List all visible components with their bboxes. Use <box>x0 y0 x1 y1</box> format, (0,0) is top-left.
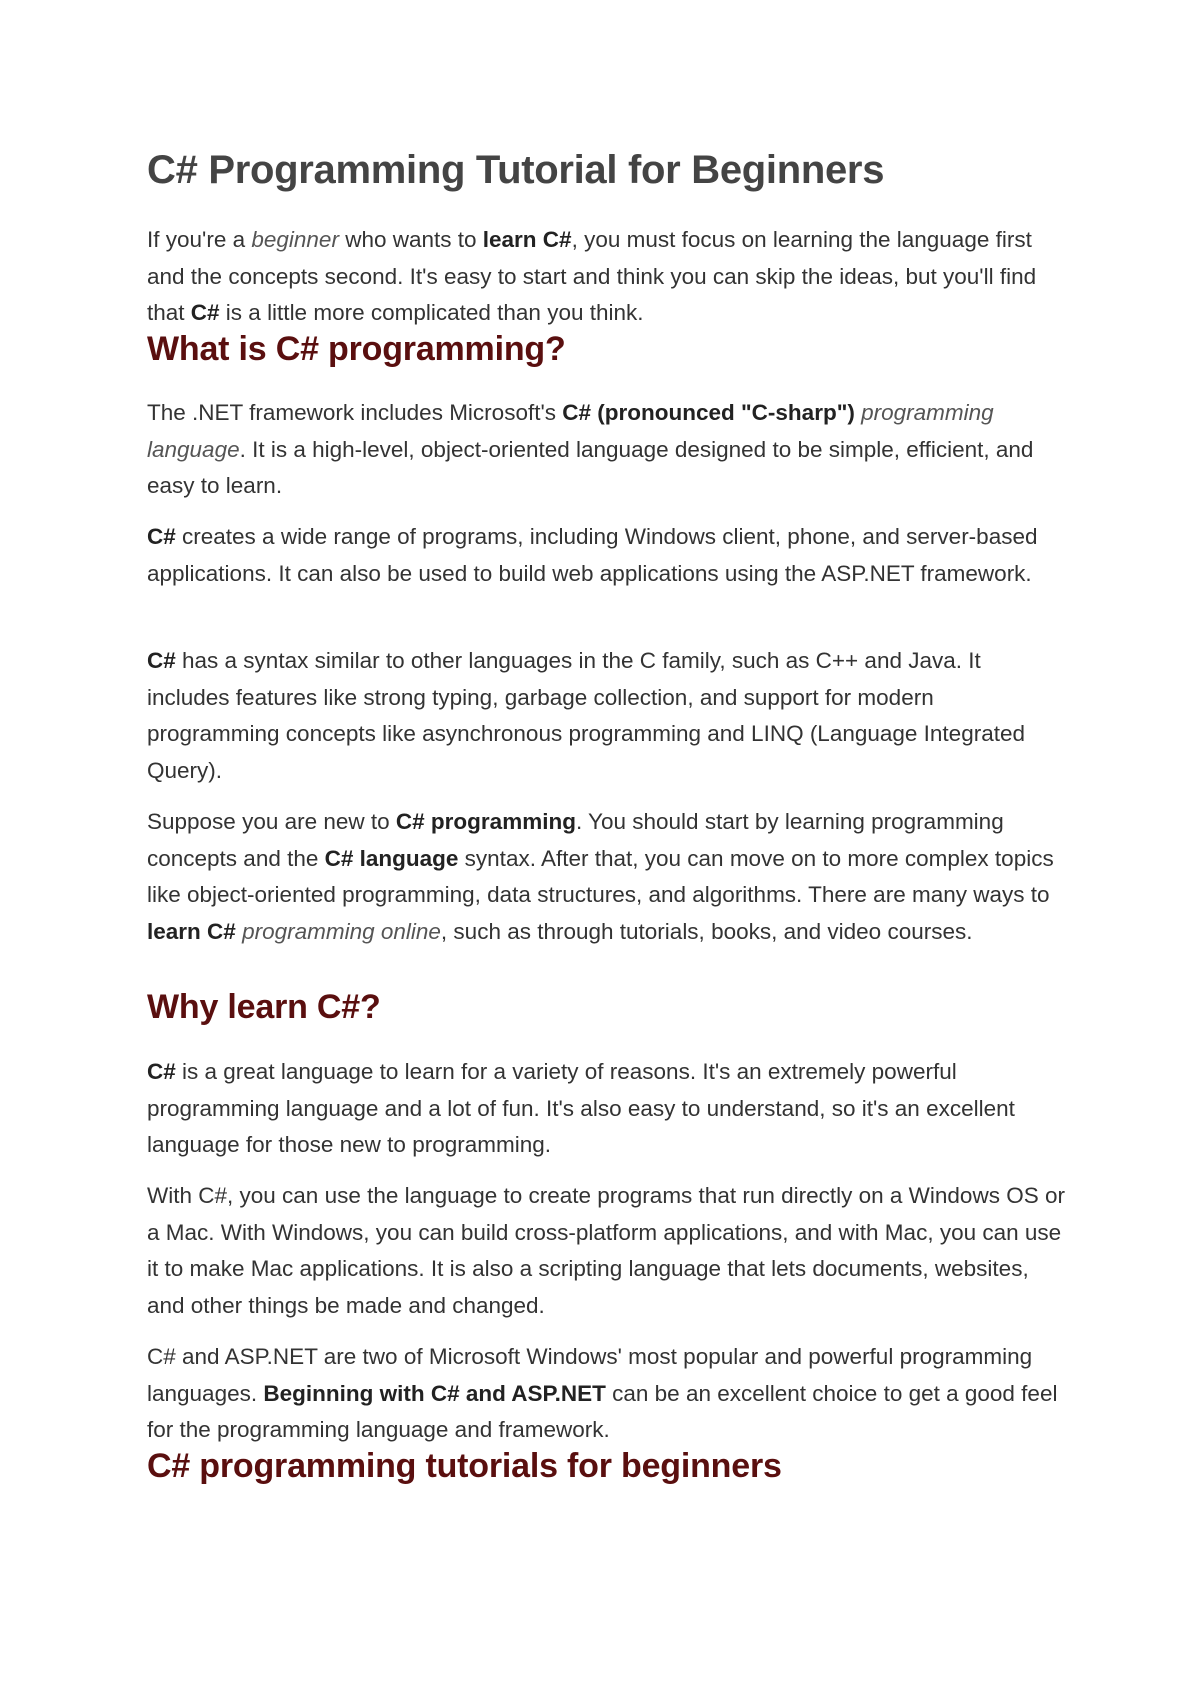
section-heading-what-is: What is C# programming? <box>147 330 566 368</box>
text-run: , you must focus on learning the language first and the concepts second. It's easy to start and think you can skip the ideas, but you'll find that <box>147 227 1037 325</box>
text-run: can be an excellent choice to get a good feel for the programming language and framework. <box>147 1380 1058 1442</box>
text-run: creates a wide range of programs, including Windows client, phone, and server-based applications. It can also be used to build web applications using the ASP.NET framework. <box>147 524 1038 586</box>
text-run: is a great language to learn for a variety of reasons. It's an extremely powerful programming language and a lot of fun. It's also easy to understand, so it's an excellent language for those new to programming. <box>147 1059 1015 1157</box>
text-run: The .NET framework includes Microsoft's <box>147 400 563 425</box>
bold-text: C# <box>190 300 220 325</box>
text-run: syntax. After that, you can move on to more complex topics like object-oriented programming, data structures, and algorithms. There are many ways to <box>147 845 1054 907</box>
intro-paragraph <box>147 222 1067 332</box>
italic-text: programming language <box>147 400 994 462</box>
bold-text: learn C# <box>482 227 572 252</box>
italic-text: programming online <box>242 918 441 944</box>
text-run: . It is a high-level, object-oriented language designed to be simple, efficient, and easy to learn. <box>147 436 1034 498</box>
text-run: has a syntax similar to other languages in the C family, such as C++ and Java. It includes features like strong typing, garbage collection, and support for modern programming concepts like asynchronous programming and LINQ (Language Integrated Query). <box>147 648 1025 783</box>
section-heading-tutorials: C# programming tutorials for beginners <box>147 1447 782 1485</box>
paragraph <box>147 804 1067 950</box>
text-run: C# and ASP.NET are two of Microsoft Windows' most popular and powerful programming languages. <box>147 1344 1033 1406</box>
bold-text: C# <box>147 1059 176 1084</box>
bold-text: C# (pronounced "C-sharp") <box>562 400 855 425</box>
paragraph <box>147 519 1067 592</box>
section-heading-why-learn: Why learn C#? <box>147 988 381 1026</box>
bold-text: learn C# <box>147 918 236 944</box>
text-run: . You should start by learning programming concepts and the <box>147 809 1004 871</box>
page-title: C# Programming Tutorial for Beginners <box>147 148 885 192</box>
text-run: who wants to <box>338 227 483 252</box>
bold-text: C# programming <box>395 809 576 834</box>
paragraph <box>147 395 1067 505</box>
text-run: is a little more complicated than you think. <box>219 300 644 325</box>
text-run: Suppose you are new to <box>147 809 396 834</box>
paragraph <box>147 1054 1067 1164</box>
text-run: , such as through tutorials, books, and video courses. <box>440 918 973 944</box>
text-run: If you're a <box>147 227 252 252</box>
bold-text: C# <box>147 648 176 673</box>
italic-text: beginner <box>251 227 339 252</box>
paragraph <box>147 643 1067 789</box>
bold-text: C# language <box>324 845 459 871</box>
paragraph: With C#, you can use the language to create programs that run directly on a Windows OS or a Mac. With Windows, you can build cross-platform applications, and with Mac, you can use it to make Mac applications. It is also a scripting language that lets documents, websites, and other things be made and changed. <box>147 1183 1065 1318</box>
paragraph <box>147 1339 1067 1449</box>
bold-text: Beginning with C# and ASP.NET <box>263 1380 606 1406</box>
bold-text: C# <box>147 524 176 549</box>
